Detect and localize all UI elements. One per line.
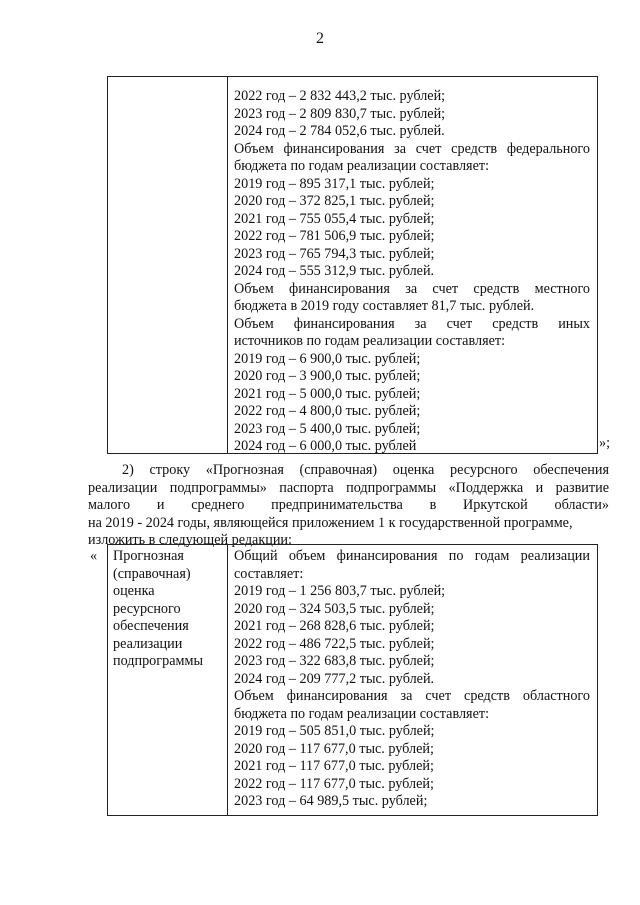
funding-line: составляет: xyxy=(234,565,304,582)
row-label-line: оценка xyxy=(113,583,155,599)
funding-line: бюджета по годам реализации составляет: xyxy=(234,158,490,174)
funding-line: 2022 год – 117 677,0 тыс. рублей; xyxy=(234,775,434,792)
funding-line: 2019 год – 1 256 803,7 тыс. рублей; xyxy=(234,583,446,599)
paragraph-line: на 2019 - 2024 годы, являющейся приложением 1 к государственной программе, xyxy=(88,514,573,531)
table-column-divider xyxy=(227,77,228,453)
row-label-line: обеспечения xyxy=(113,618,189,634)
funding-line: бюджета в 2019 году составляет 81,7 тыс. рублей. xyxy=(234,298,535,314)
funding-line: 2023 год – 322 683,8 тыс. рублей; xyxy=(234,653,435,669)
row-label-line: (справочная) xyxy=(113,565,191,582)
funding-line: 2022 год – 4 800,0 тыс. рублей; xyxy=(234,403,421,419)
funding-line: 2020 год – 117 677,0 тыс. рублей; xyxy=(234,740,434,757)
page-number: 2 xyxy=(316,30,324,47)
table-column-divider xyxy=(227,545,228,815)
funding-line: 2022 год – 486 722,5 тыс. рублей; xyxy=(234,635,435,652)
funding-line: 2024 год – 209 777,2 тыс. рублей. xyxy=(234,670,435,687)
opening-quote-mark: « xyxy=(90,548,98,564)
funding-line: 2022 год – 2 832 443,2 тыс. рублей; xyxy=(234,88,446,104)
funding-line: 2020 год – 372 825,1 тыс. рублей; xyxy=(234,193,435,209)
funding-line: 2020 год – 3 900,0 тыс. рублей; xyxy=(234,368,421,384)
funding-line: 2019 год – 6 900,0 тыс. рублей; xyxy=(234,350,421,367)
funding-line: 2019 год – 895 317,1 тыс. рублей; xyxy=(234,175,435,192)
amendment-paragraph xyxy=(88,462,609,550)
resource-table-right-cell xyxy=(234,548,590,811)
funding-line: источников по годам реализации составляет: xyxy=(234,333,506,349)
funding-line: 2021 год – 755 055,4 тыс. рублей; xyxy=(234,210,435,227)
funding-line: Общий объем финансирования по годам реализации xyxy=(234,548,590,564)
row-label-line: ресурсного xyxy=(113,600,181,617)
funding-line: 2023 год – 64 989,5 тыс. рублей; xyxy=(234,793,428,809)
funding-line: 2020 год – 324 503,5 тыс. рублей; xyxy=(234,600,435,617)
paragraph-line: малого и среднего предпринимательства в Иркутской области» xyxy=(88,497,609,513)
funding-line: Объем финансирования за счет средств местного xyxy=(234,280,590,297)
funding-line: Объем финансирования за счет средств иных xyxy=(234,315,590,332)
row-label-line: реализации xyxy=(113,635,183,652)
funding-line: 2021 год – 117 677,0 тыс. рублей; xyxy=(234,758,434,774)
row-label-line: подпрограммы xyxy=(113,653,203,669)
paragraph-line: реализации подпрограммы» паспорта подпрограммы «Поддержка и развитие xyxy=(88,479,609,496)
resource-table-left-cell xyxy=(113,548,225,671)
funding-line: 2023 год – 5 400,0 тыс. рублей; xyxy=(234,420,421,437)
row-label-line: Прогнозная xyxy=(113,548,184,564)
funding-line: 2024 год – 555 312,9 тыс. рублей. xyxy=(234,263,435,279)
funding-line: 2022 год – 781 506,9 тыс. рублей; xyxy=(234,228,435,244)
funding-line: 2024 год – 2 784 052,6 тыс. рублей. xyxy=(234,123,445,139)
funding-line: 2019 год – 505 851,0 тыс. рублей; xyxy=(234,723,435,739)
funding-line: Объем финансирования за счет средств областного xyxy=(234,688,590,704)
paragraph-line: изложить в следующей редакции: xyxy=(88,532,292,548)
continuation-table-right-cell xyxy=(234,88,590,456)
funding-line: 2023 год – 2 809 830,7 тыс. рублей; xyxy=(234,105,446,122)
funding-line: 2023 год – 765 794,3 тыс. рублей; xyxy=(234,245,435,262)
funding-line: 2024 год – 6 000,0 тыс. рублей xyxy=(234,438,417,454)
funding-line: 2021 год – 5 000,0 тыс. рублей; xyxy=(234,385,421,402)
funding-line: 2021 год – 268 828,6 тыс. рублей; xyxy=(234,618,435,634)
closing-quote-mark: »; xyxy=(599,435,611,451)
paragraph-line: 2) строку «Прогнозная (справочная) оценка ресурсного обеспечения xyxy=(122,462,609,478)
funding-line: бюджета по годам реализации составляет: xyxy=(234,705,490,722)
funding-line: Объем финансирования за счет средств федерального xyxy=(234,140,590,157)
